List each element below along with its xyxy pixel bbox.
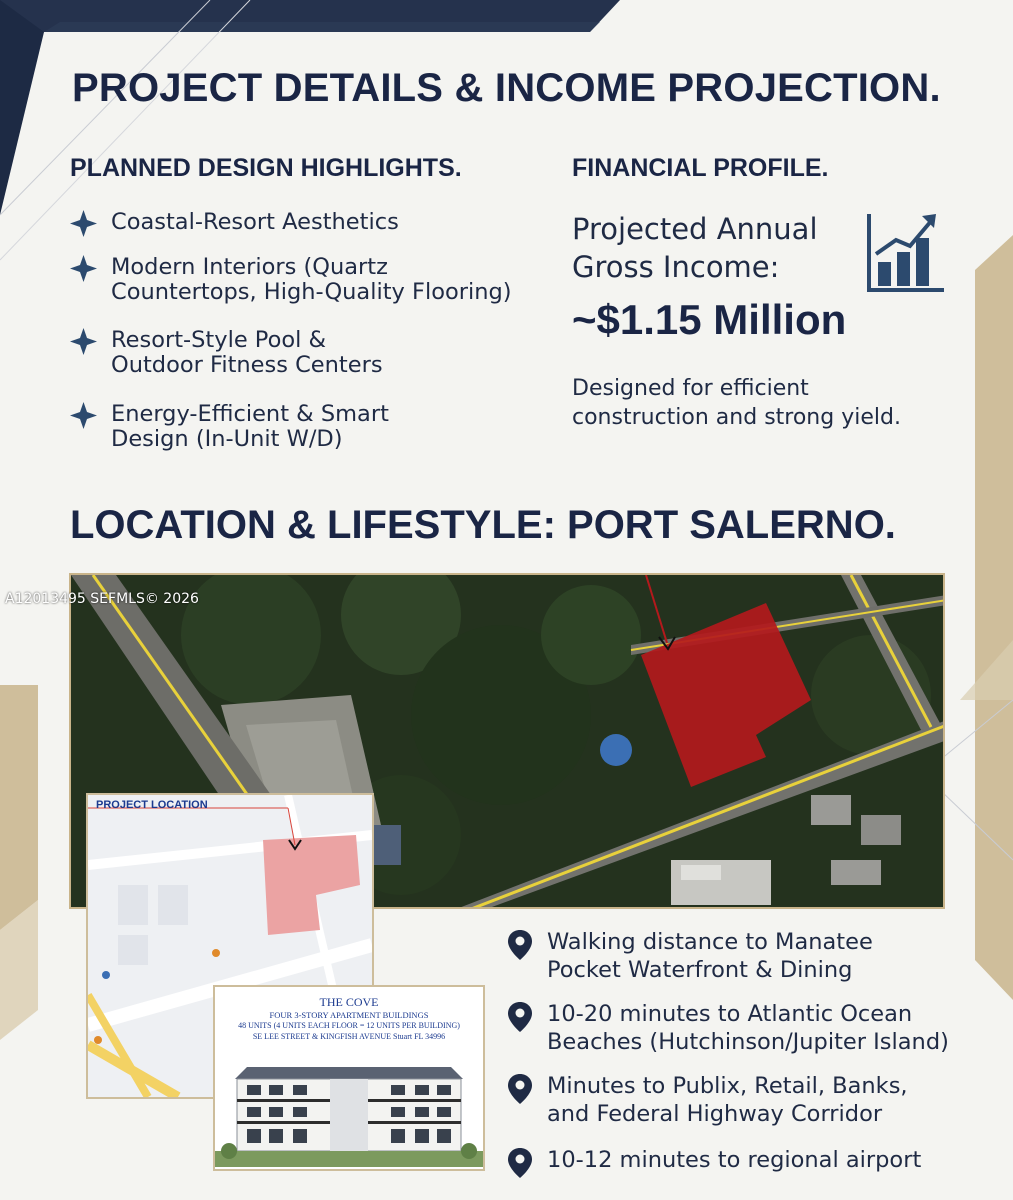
page-title: PROJECT DETAILS & INCOME PROJECTION. [72,66,941,110]
financial-description-line: Designed for efficient [572,376,809,401]
location-point-line: Walking distance to Manatee [547,929,873,955]
design-item-line: Modern Interiors (Quartz [111,254,388,280]
design-item-line: Resort-Style Pool & [111,327,327,353]
mls-watermark: A12013495 SEFMLS© 2026 [5,591,199,607]
rendering-address: SE LEE STREET & KINGFISH AVENUE Stuart FL 34996 [252,1032,446,1041]
location-point [508,928,987,984]
location-point [508,1072,987,1128]
rendering-title: THE COVE [319,995,379,1009]
location-point-line: and Federal Highway Corridor [547,1101,883,1127]
location-pin-icon [508,1074,532,1104]
design-highlight-item [70,402,541,452]
rendering-units: 48 UNITS (4 UNITS EACH FLOOR = 12 UNITS PER BUILDING) [238,1021,460,1030]
diamond-bullet-icon [70,210,97,237]
projected-income-amount: ~$1.15 Million [572,296,847,343]
location-point-line: 10-12 minutes to regional airport [547,1147,922,1173]
design-highlight-item [70,255,541,305]
diamond-bullet-icon [70,255,97,282]
location-heading: LOCATION & LIFESTYLE: PORT SALERNO. [70,503,896,547]
location-point-line: Minutes to Publix, Retail, Banks, [547,1073,908,1099]
location-point [508,1000,987,1056]
location-point-line: Beaches (Hutchinson/Jupiter Island) [547,1029,949,1055]
diamond-bullet-icon [70,402,97,429]
financial-description [572,374,972,432]
projected-income-line: Projected Annual [572,212,818,246]
apartment-building-drawing [215,1047,483,1167]
design-item-line: Outdoor Fitness Centers [111,352,383,378]
design-highlight-item [70,328,541,378]
location-point [508,1146,987,1178]
projected-income-line: Gross Income: [572,250,780,284]
financial-profile-heading: FINANCIAL PROFILE. [572,154,829,182]
design-item-line: Design (In-Unit W/D) [111,426,343,452]
design-item-line: Countertops, High-Quality Flooring) [111,279,512,305]
growth-bar-chart-icon [866,210,946,294]
projected-income-label [572,210,872,286]
location-point-line: Pocket Waterfront & Dining [547,957,853,983]
location-pin-icon [508,1002,532,1032]
design-highlight-item [70,210,541,237]
design-item-line: Coastal-Resort Aesthetics [111,209,399,235]
diamond-bullet-icon [70,328,97,355]
location-pin-icon [508,930,532,960]
location-point-line: 10-20 minutes to Atlantic Ocean [547,1001,913,1027]
design-highlights-heading: PLANNED DESIGN HIGHLIGHTS. [70,154,462,182]
project-location-label: PROJECT LOCATION [96,799,208,811]
rendering-subtitle: FOUR 3-STORY APARTMENT BUILDINGS [269,1010,429,1020]
financial-description-line: construction and strong yield. [572,405,901,430]
location-pin-icon [508,1148,532,1178]
building-rendering [213,985,485,1171]
design-item-line: Energy-Efficient & Smart [111,401,389,427]
